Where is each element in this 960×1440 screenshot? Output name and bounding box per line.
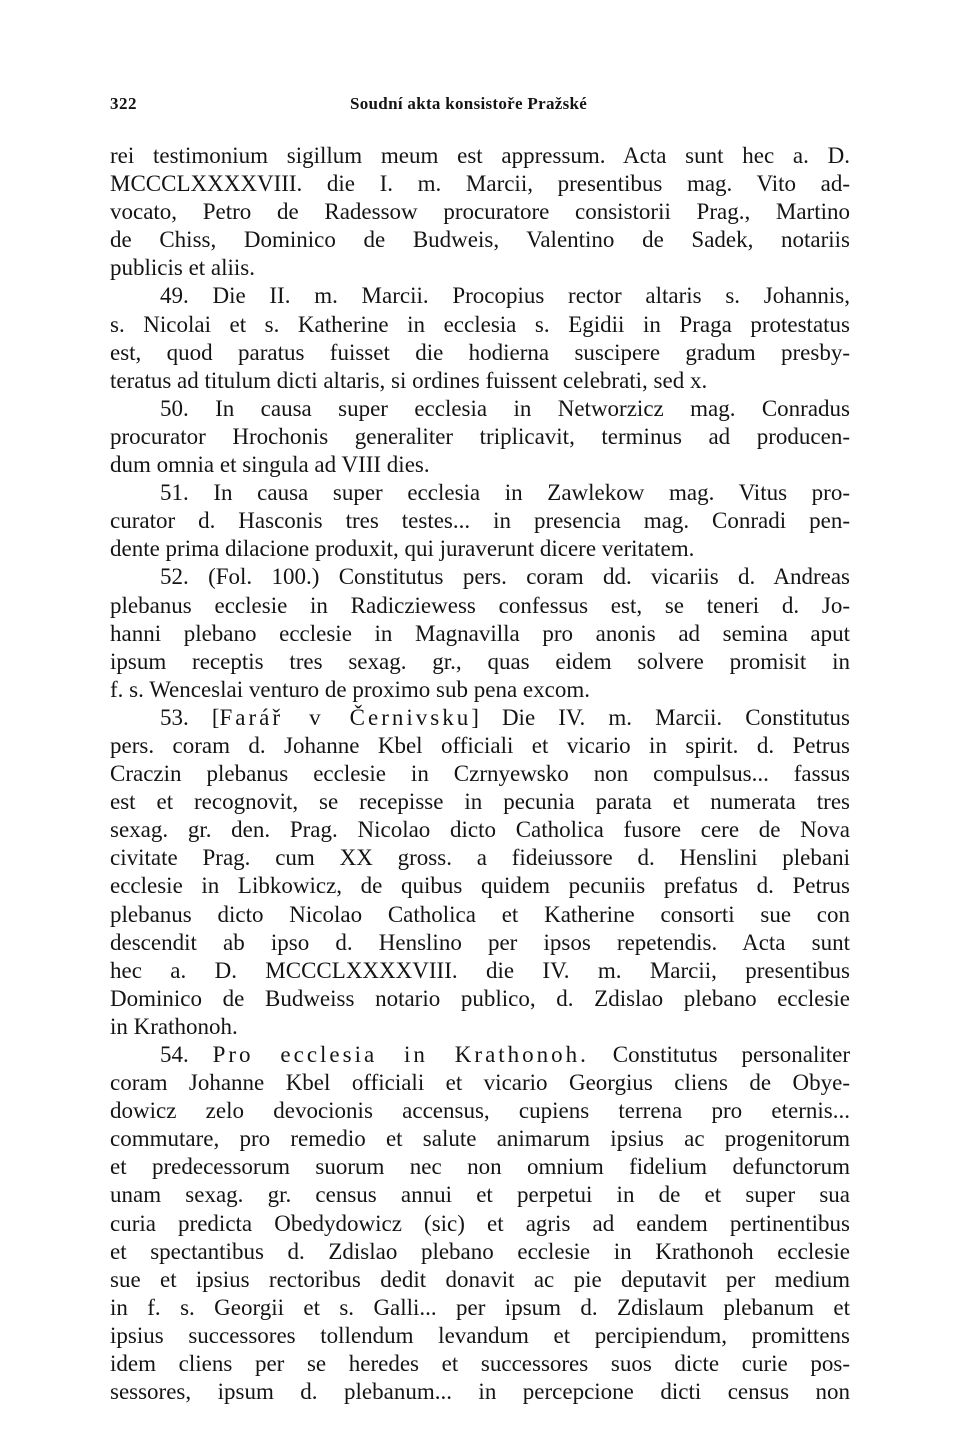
text-line: dowicz zelo devocionis accensus, cupiens terrena pro eternis... bbox=[110, 1098, 850, 1124]
text-line: vocato, Petro de Radessow procuratore consistorii Prag., Martino bbox=[110, 199, 850, 225]
text-line: dum omnia et singula ad VIII dies. bbox=[110, 452, 430, 478]
text-line: coram Johanne Kbel officiali et vicario Georgius cliens de Obye- bbox=[110, 1070, 850, 1096]
text-line: Dominico de Budweiss notario publico, d. Zdislao plebano ecclesie bbox=[110, 985, 850, 1011]
page-number: 322 bbox=[110, 94, 137, 113]
text-line: idem cliens per se heredes et successores suos dicte curie pos- bbox=[110, 1351, 850, 1377]
text-line: dente prima dilacione produxit, qui juraverunt dicere veritatem. bbox=[110, 536, 695, 562]
body-text bbox=[110, 142, 850, 1406]
text-line: de Chiss, Dominico de Budweis, Valentino de Sadek, notariis bbox=[110, 227, 850, 253]
text-line: ipsius successores tollendum levandum et percipiendum, promittens bbox=[110, 1322, 850, 1348]
text-line: s. Nicolai et s. Katherine in ecclesia s. Egidii in Praga protestatus bbox=[110, 311, 850, 337]
text-line: est et recognovit, se recepisse in pecunia parata et numerata tres bbox=[110, 789, 850, 815]
text-line: 51. In causa super ecclesia in Zawlekow mag. Vitus pro- bbox=[160, 480, 850, 506]
text-line: ipsum receptis tres sexag. gr., quas eidem solvere promisit in bbox=[110, 648, 850, 674]
text-line: plebanus ecclesie in Radicziewess confessus est, se teneri d. Jo- bbox=[110, 592, 850, 618]
page bbox=[110, 90, 850, 1406]
text-line: descendit ab ipso d. Henslino per ipsos repetendis. Acta sunt bbox=[110, 929, 850, 955]
running-head bbox=[110, 90, 850, 120]
text-line: 53. [Farář v Černivsku] Die IV. m. Marcii. Constitutus bbox=[160, 704, 851, 730]
text-line: publicis et aliis. bbox=[110, 255, 256, 281]
text-line: teratus ad titulum dicti altaris, si ordines fuissent celebrati, sed x. bbox=[110, 367, 708, 393]
text-line: 50. In causa super ecclesia in Networzicz mag. Conradus bbox=[160, 395, 850, 421]
text-line: 54. Pro ecclesia in Krathonoh. Constitutus personaliter bbox=[160, 1042, 851, 1067]
text-line: ecclesie in Libkowicz, de quibus quidem pecuniis prefatus d. Petrus bbox=[110, 873, 850, 899]
text-line: 52. (Fol. 100.) Constitutus pers. coram dd. vicariis d. Andreas bbox=[160, 564, 850, 590]
text-line: procurator Hrochonis generaliter triplicavit, terminus ad producen- bbox=[110, 423, 850, 449]
text-line: 49. Die II. m. Marcii. Procopius rector altaris s. Johannis, bbox=[160, 283, 850, 309]
text-line: sessores, ipsum d. plebanum... in percepcione dicti census non bbox=[110, 1379, 850, 1405]
text-line: et spectantibus d. Zdislao plebano ecclesie in Krathonoh ecclesie bbox=[110, 1238, 850, 1264]
text-line: in Krathonoh. bbox=[110, 1013, 238, 1039]
spaced-heading: Farář v Černivsku bbox=[219, 704, 472, 730]
text-line: rei testimonium sigillum meum est appressum. Acta sunt hec a. D. bbox=[110, 143, 850, 168]
text-line: et predecessorum suorum nec non omnium fidelium defunctorum bbox=[110, 1154, 850, 1180]
text-line: civitate Prag. cum XX gross. a fideiussore d. Henslini plebani bbox=[110, 845, 850, 871]
running-title: Soudní akta konsistoře Pražské bbox=[350, 94, 588, 113]
text-line: sue et ipsius rectoribus dedit donavit ac pie deputavit per medium bbox=[110, 1266, 850, 1292]
text-line: curator d. Hasconis tres testes... in presencia mag. Conradi pen- bbox=[110, 508, 850, 534]
text-line: plebanus dicto Nicolao Catholica et Katherine consorti sue con bbox=[110, 901, 850, 927]
text-line: unam sexag. gr. census annui et perpetui in de et super sua bbox=[110, 1182, 850, 1208]
text-line: hanni plebano ecclesie in Magnavilla pro anonis ad semina aput bbox=[110, 620, 850, 646]
text-line: sexag. gr. den. Prag. Nicolao dicto Catholica fusore cere de Nova bbox=[110, 817, 850, 843]
spaced-heading: Pro ecclesia in Krathonoh. bbox=[212, 1042, 589, 1067]
text-line: MCCCLXXXXVIII. die I. m. Marcii, presentibus mag. Vito ad- bbox=[110, 171, 850, 197]
text-line: curia predicta Obedydowicz (sic) et agris ad eandem pertinentibus bbox=[110, 1210, 850, 1236]
text-line: Craczin plebanus ecclesie in Czrnyewsko non compulsus... fassus bbox=[110, 761, 850, 787]
text-line: est, quod paratus fuisset die hodierna suscipere gradum presby- bbox=[110, 339, 850, 365]
text-line: hec a. D. MCCCLXXXXVIII. die IV. m. Marcii, presentibus bbox=[110, 957, 850, 983]
text-line: f. s. Wenceslai venturo de proximo sub pena excom. bbox=[110, 676, 590, 702]
text-line: pers. coram d. Johanne Kbel officiali et vicario in spirit. d. Petrus bbox=[110, 732, 850, 758]
text-line: commutare, pro remedio et salute animarum ipsius ac progenitorum bbox=[110, 1126, 850, 1152]
text-line: in f. s. Georgii et s. Galli... per ipsum d. Zdislaum plebanum et bbox=[110, 1294, 850, 1320]
